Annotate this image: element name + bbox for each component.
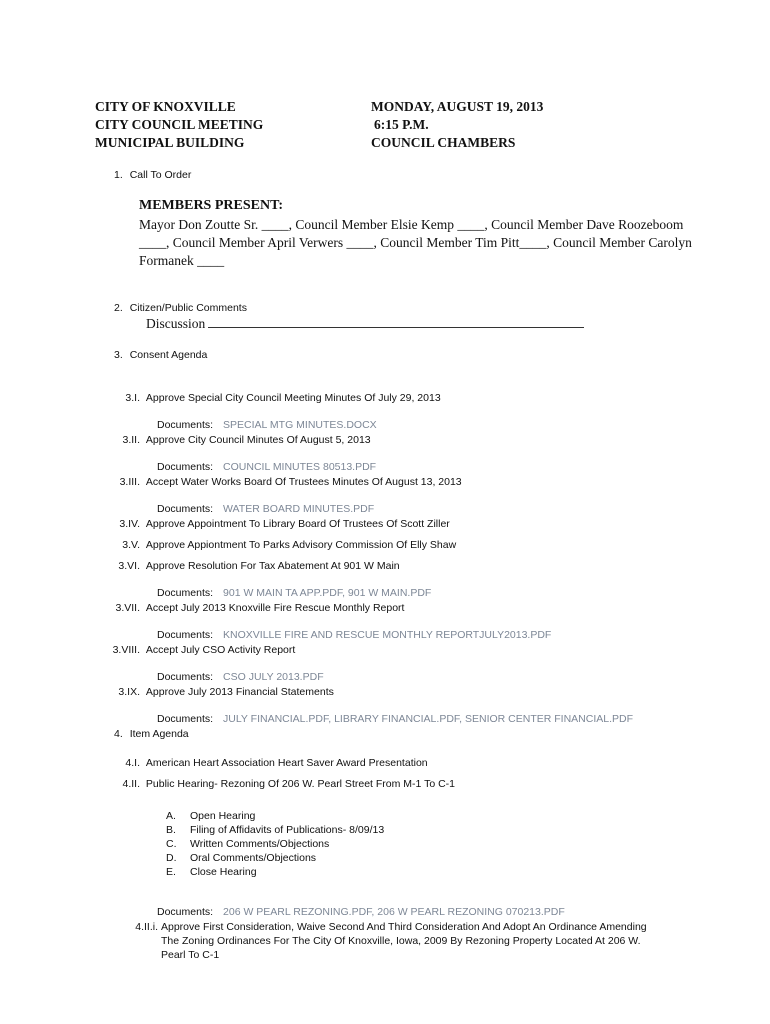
documents-row xyxy=(157,503,374,515)
item-number: 3.VII. xyxy=(115,602,140,614)
documents-label: Documents: xyxy=(157,503,214,515)
section-number: 2. xyxy=(114,302,123,314)
list-letter: A. xyxy=(166,810,176,822)
item-text: American Heart Association Heart Saver Award Presentation xyxy=(145,757,428,769)
documents-row xyxy=(157,671,324,683)
section-number: 3. xyxy=(114,349,123,361)
members-line: Formanek ____ xyxy=(139,253,225,268)
meeting-time: 6:15 P.M. xyxy=(374,117,429,132)
list-letter: E. xyxy=(166,866,176,878)
agenda-item xyxy=(100,643,295,657)
item-text-block xyxy=(161,920,647,962)
item-text: Accept July CSO Activity Report xyxy=(145,644,296,656)
list-text: Filing of Affidavits of Publications- 8/09/13 xyxy=(190,824,385,836)
item-text-line: Approve First Consideration, Waive Second And Third Consideration And Adopt An Ordinance Amending xyxy=(161,921,647,933)
document-link[interactable]: KNOXVILLE FIRE AND RESCUE MONTHLY REPORTJULY2013.PDF xyxy=(223,629,552,641)
agenda-item xyxy=(100,391,441,405)
section-consent-agenda xyxy=(114,348,207,362)
document-link[interactable]: COUNCIL MINUTES 80513.PDF xyxy=(223,461,377,473)
item-number: 3.IX. xyxy=(118,686,140,698)
item-number: 3.I. xyxy=(125,392,140,404)
section-number: 4. xyxy=(114,728,123,740)
discussion-row xyxy=(146,315,584,332)
section-call-to-order xyxy=(114,168,191,182)
documents-label: Documents: xyxy=(157,461,214,473)
agenda-item xyxy=(100,475,462,489)
list-text: Close Hearing xyxy=(190,866,257,878)
item-text: Approve Special City Council Meeting Minutes Of July 29, 2013 xyxy=(145,392,441,404)
item-text: Accept July 2013 Knoxville Fire Rescue Monthly Report xyxy=(145,602,405,614)
item-number: 3.V. xyxy=(122,539,140,551)
list-item xyxy=(166,823,384,837)
documents-label: Documents: xyxy=(157,906,214,918)
documents-row xyxy=(157,906,565,918)
city-name: CITY OF KNOXVILLE xyxy=(95,99,236,114)
list-item xyxy=(166,809,384,823)
section-title: Citizen/Public Comments xyxy=(129,302,247,314)
documents-label: Documents: xyxy=(157,713,214,725)
document-link[interactable]: SPECIAL MTG MINUTES.DOCX xyxy=(223,419,377,431)
documents-row xyxy=(157,587,431,599)
item-text: Accept Water Works Board Of Trustees Minutes Of August 13, 2013 xyxy=(145,476,462,488)
section-title: Call To Order xyxy=(129,169,192,181)
item-number: 3.VIII. xyxy=(112,644,140,656)
section-title: Consent Agenda xyxy=(129,349,208,361)
item-text: Public Hearing- Rezoning Of 206 W. Pearl Street From M-1 To C-1 xyxy=(145,778,456,790)
meeting-name: CITY COUNCIL MEETING xyxy=(95,117,264,132)
document-link[interactable]: CSO JULY 2013.PDF xyxy=(223,671,324,683)
list-letter: C. xyxy=(166,838,177,850)
agenda-item xyxy=(100,559,400,573)
agenda-item xyxy=(100,685,334,699)
meeting-date: MONDAY, AUGUST 19, 2013 xyxy=(371,99,544,114)
item-number: 4.I. xyxy=(125,757,140,769)
agenda-item xyxy=(100,538,456,552)
documents-row xyxy=(157,461,376,473)
members-present-list xyxy=(139,216,692,270)
documents-row xyxy=(157,419,377,431)
document-link[interactable]: JULY FINANCIAL.PDF, LIBRARY FINANCIAL.PDF, SENIOR CENTER FINANCIAL.PDF xyxy=(223,713,634,725)
item-text-line: The Zoning Ordinances For The City Of Knoxville, Iowa, 2009 By Rezoning Property Located At 206 W. xyxy=(161,935,641,947)
item-number: 3.III. xyxy=(119,476,140,488)
document-link[interactable]: 901 W MAIN TA APP.PDF, 901 W MAIN.PDF xyxy=(223,587,432,599)
list-text: Written Comments/Objections xyxy=(190,838,330,850)
item-text-line: Pearl To C-1 xyxy=(161,949,220,961)
section-citizen-comments xyxy=(114,301,247,315)
item-text: Approve Resolution For Tax Abatement At 901 W Main xyxy=(145,560,400,572)
section-title: Item Agenda xyxy=(129,728,189,740)
documents-row xyxy=(157,713,633,725)
item-text: Approve July 2013 Financial Statements xyxy=(145,686,334,698)
members-present-title: MEMBERS PRESENT: xyxy=(139,198,284,213)
documents-label: Documents: xyxy=(157,629,214,641)
hearing-steps-list xyxy=(166,809,384,879)
list-item xyxy=(166,851,384,865)
list-letter: B. xyxy=(166,824,176,836)
agenda-item xyxy=(100,517,450,531)
documents-row xyxy=(157,629,551,641)
list-letter: D. xyxy=(166,852,177,864)
members-line: Mayor Don Zoutte Sr. ____, Council Member Elsie Kemp ____, Council Member Dave Roozeboom xyxy=(139,217,684,232)
document-link[interactable]: WATER BOARD MINUTES.PDF xyxy=(223,503,375,515)
building-name: MUNICIPAL BUILDING xyxy=(95,135,245,150)
item-number: 3.VI. xyxy=(118,560,140,572)
section-item-agenda xyxy=(114,727,189,741)
list-text: Open Hearing xyxy=(190,810,256,822)
item-number: 4.II.i. xyxy=(135,921,158,933)
item-number: 4.II. xyxy=(122,778,140,790)
header-left xyxy=(95,98,263,152)
agenda-item xyxy=(100,756,428,770)
section-number: 1. xyxy=(114,169,123,181)
documents-label: Documents: xyxy=(157,419,214,431)
list-item xyxy=(166,837,384,851)
agenda-item xyxy=(100,920,158,934)
agenda-item xyxy=(100,777,455,791)
item-text: Approve Appointment To Library Board Of Trustees Of Scott Ziller xyxy=(145,518,450,530)
document-link[interactable]: 206 W PEARL REZONING.PDF, 206 W PEARL REZONING 070213.PDF xyxy=(223,906,565,918)
item-number: 3.II. xyxy=(122,434,140,446)
meeting-location: COUNCIL CHAMBERS xyxy=(371,135,516,150)
list-text: Oral Comments/Objections xyxy=(190,852,317,864)
members-line: ____, Council Member April Verwers ____, Council Member Tim Pitt____, Council Member Carolyn xyxy=(139,235,692,250)
documents-label: Documents: xyxy=(157,671,214,683)
documents-label: Documents: xyxy=(157,587,214,599)
agenda-item xyxy=(100,433,371,447)
discussion-line xyxy=(208,315,584,328)
discussion-label: Discussion xyxy=(146,316,206,331)
item-text: Approve Appiontment To Parks Advisory Commission Of Elly Shaw xyxy=(145,539,457,551)
header-right xyxy=(371,98,543,152)
list-item xyxy=(166,865,384,879)
item-number: 3.IV. xyxy=(119,518,140,530)
agenda-item xyxy=(100,601,404,615)
item-text: Approve City Council Minutes Of August 5, 2013 xyxy=(145,434,371,446)
